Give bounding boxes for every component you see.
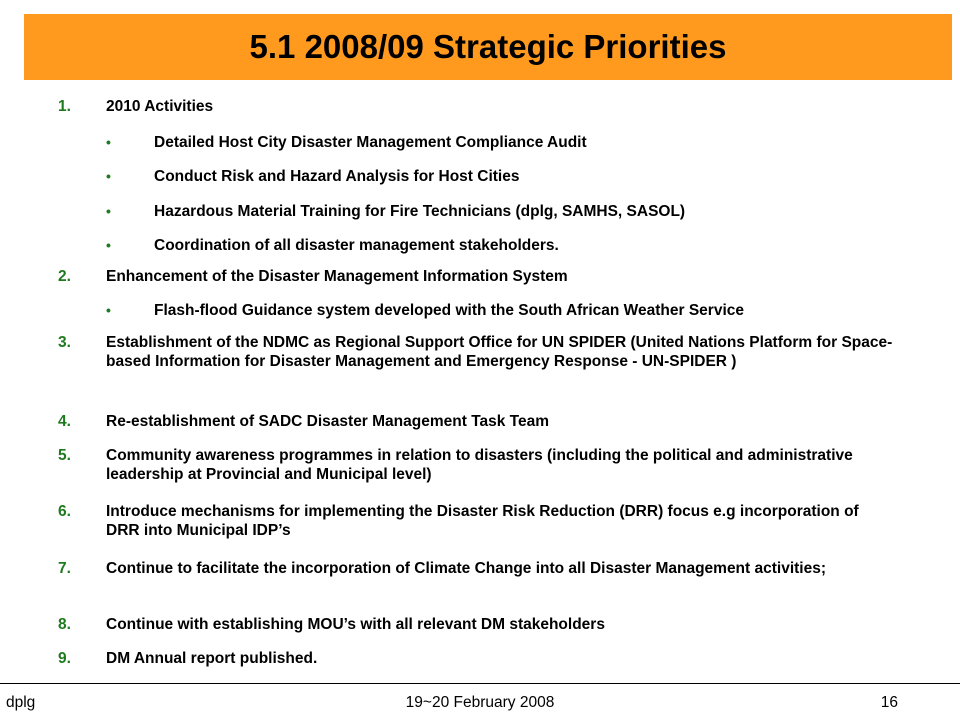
sub-item-text: Detailed Host City Disaster Management Compliance Audit [154, 134, 587, 151]
item-number: 9. [58, 650, 71, 667]
bullet-icon: • [106, 168, 111, 184]
bullet-icon: • [106, 134, 111, 150]
item-text: Continue to facilitate the incorporation of Climate Change into all Disaster Management activities; [106, 560, 827, 577]
item-number: 3. [58, 334, 71, 351]
item-number: 2. [58, 268, 71, 285]
item-text: Establishment of the NDMC as Regional Support Office for UN SPIDER (United Nations Platform for Space-based Information for Disaster Management and Emergency Response - UN-SPIDER ) [106, 334, 893, 370]
item-text: Re-establishment of SADC Disaster Management Task Team [106, 413, 550, 430]
item-text: 2010 Activities [106, 98, 214, 115]
bullet-icon: • [106, 302, 111, 318]
page-number: 16 [880, 694, 898, 711]
item-text: DM Annual report published. [106, 650, 318, 667]
item-text: Introduce mechanisms for implementing the Disaster Risk Reduction (DRR) focus e.g incorporation of DRR into Municipal IDP’s [106, 503, 859, 539]
footer-divider [0, 683, 960, 684]
item-number: 1. [58, 98, 71, 115]
item-number: 5. [58, 447, 71, 464]
item-number: 7. [58, 560, 71, 577]
sub-item-text: Coordination of all disaster management stakeholders. [154, 237, 559, 254]
sub-item-text: Conduct Risk and Hazard Analysis for Host Cities [154, 168, 520, 185]
sub-item-text: Hazardous Material Training for Fire Technicians (dplg, SAMHS, SASOL) [154, 203, 686, 220]
title-banner [24, 14, 952, 80]
bullet-icon: • [106, 203, 111, 219]
item-number: 6. [58, 503, 71, 520]
item-number: 8. [58, 616, 71, 633]
bullet-icon: • [106, 237, 111, 253]
item-number: 4. [58, 413, 71, 430]
item-text: Community awareness programmes in relation to disasters (including the political and administrative leadership at Provincial and Municipal level) [106, 447, 853, 483]
sub-item-text: Flash-flood Guidance system developed with the South African Weather Service [154, 302, 744, 319]
slide-title: 5.1 2008/09 Strategic Priorities [249, 28, 727, 65]
item-text: Continue with establishing MOU’s with all relevant DM stakeholders [106, 616, 605, 633]
item-text: Enhancement of the Disaster Management Information System [106, 268, 568, 285]
footer-date: 19~20 February 2008 [405, 694, 555, 711]
footer-org: dplg [6, 694, 36, 711]
